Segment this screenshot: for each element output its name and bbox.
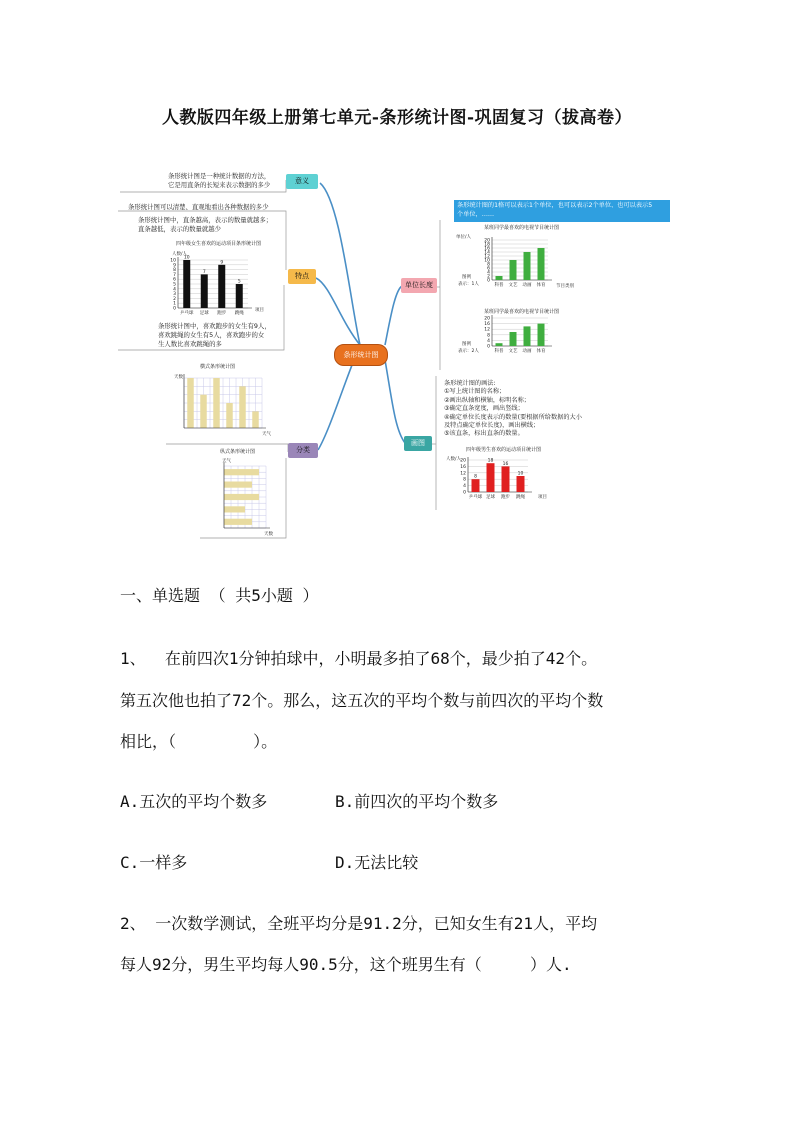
value-label: 5 xyxy=(237,279,241,285)
question-1-line-1: 1、 在前四次1分钟拍球中，小明最多拍了68个，最少拍了42个。 xyxy=(120,649,598,668)
chart-title: 某班同学最喜欢的电视节目统计图 xyxy=(484,309,560,315)
category-label: 跳绳 xyxy=(234,311,244,316)
branch-features-label: 特点 xyxy=(295,272,309,280)
y-tick-label: 7 xyxy=(173,272,176,278)
bar xyxy=(226,403,233,428)
bar xyxy=(524,326,531,346)
features-text-3-line: 条形统计图中，喜欢跑步的女生有9人， xyxy=(158,322,271,330)
features-text-3-line: 生人数比喜欢跳绳的多 xyxy=(158,340,222,348)
x-axis-label: 天数 xyxy=(264,532,273,537)
value-label: 10 xyxy=(183,255,190,261)
branch-meaning-label: 意义 xyxy=(295,177,309,185)
branch-meaning xyxy=(286,174,318,189)
y-tick-label: 6 xyxy=(173,277,176,283)
bar xyxy=(252,411,259,428)
meaning-line: 它是用直条的长短来表示数据的多少 xyxy=(168,181,271,189)
bar xyxy=(218,265,225,308)
category-label: 科普 xyxy=(494,283,504,288)
y-tick-label: 8 xyxy=(487,333,490,339)
bar xyxy=(538,248,545,280)
draw-text-line: ④确定单位长度表示的数量(要根据所给数据的大小 xyxy=(444,413,582,421)
bar xyxy=(510,260,517,280)
category-label: 乒乓球 xyxy=(468,495,483,500)
bar xyxy=(496,343,503,346)
y-tick-label: 16 xyxy=(460,464,466,470)
features-text-2 xyxy=(138,216,288,234)
category-label: 科普 xyxy=(494,349,504,354)
draw-text-line: ⑤该直条，标出直条的数量。 xyxy=(444,430,524,438)
legend-label: 图例 xyxy=(462,342,471,347)
y-axis-label: 天数 xyxy=(174,375,183,380)
bar xyxy=(224,519,252,525)
bar xyxy=(213,378,220,428)
y-tick-label: 8 xyxy=(463,477,466,483)
question-1-line-2: 第五次他也拍了72个。那么，这五次的平均个数与前四次的平均个数 xyxy=(120,691,604,710)
mindmap-connectors xyxy=(0,0,794,560)
classify-chart-vertical xyxy=(170,360,280,444)
branch-classify-label: 分类 xyxy=(296,446,310,454)
x-axis-label: 天气 xyxy=(262,432,271,437)
x-axis-label: 项目 xyxy=(255,308,264,313)
bar xyxy=(236,284,243,308)
chart-title: 某班同学最喜欢的电视节目统计图 xyxy=(484,225,560,231)
bar xyxy=(239,386,246,428)
bar xyxy=(224,469,259,475)
classify-chart-horizontal xyxy=(200,446,280,540)
option-d[interactable]: D.无法比较 xyxy=(335,853,419,872)
y-tick-label: 8 xyxy=(173,268,176,274)
y-tick-label: 0 xyxy=(463,490,466,496)
branch-classify xyxy=(288,443,318,458)
draw-text-line: ③确定直条宽度，画出竖线； xyxy=(444,405,524,413)
bar xyxy=(201,274,208,308)
branch-features xyxy=(288,269,316,284)
x-axis-label: 项目 xyxy=(538,495,547,500)
bar xyxy=(487,463,495,492)
bar xyxy=(472,479,480,492)
y-tick-label: 16 xyxy=(484,322,490,328)
meaning-line: 条形统计图是一种统计数据的方法， xyxy=(168,172,271,180)
y-tick-label: 4 xyxy=(487,270,490,276)
bar xyxy=(524,252,531,280)
value-label: 9 xyxy=(220,260,224,266)
y-tick-label: 4 xyxy=(463,484,466,490)
bar xyxy=(224,494,259,500)
branch-draw xyxy=(404,436,432,451)
y-tick-label: 12 xyxy=(484,327,490,333)
y-tick-label: 10 xyxy=(170,258,176,264)
x-axis-label: 节目类别 xyxy=(556,284,574,289)
unit-bar-chart-1 xyxy=(452,222,577,304)
y-axis-label: 人数/人 xyxy=(446,457,462,462)
y-axis-label: 单位/人 xyxy=(456,235,472,240)
y-tick-label: 14 xyxy=(484,250,490,256)
category-label: 文艺 xyxy=(508,283,518,288)
y-tick-label: 5 xyxy=(173,282,176,288)
y-tick-label: 0 xyxy=(487,278,490,284)
features-text-3 xyxy=(158,322,286,349)
value-label: 7 xyxy=(202,269,206,275)
y-tick-label: 0 xyxy=(487,344,490,350)
draw-text-line: 及特点确定单位长度)，画出横线； xyxy=(444,422,540,430)
category-label: 足球 xyxy=(199,311,209,316)
question-2-line-1: 2、 一次数学测试，全班平均分是91.2分，已知女生有21人，平均 xyxy=(120,914,598,933)
chart-title: 四年级男生喜欢的运动项目统计图 xyxy=(466,447,542,453)
y-tick-label: 20 xyxy=(484,238,490,244)
category-label: 足球 xyxy=(486,495,495,500)
chart-title: 纵式条形统计图 xyxy=(220,449,256,455)
option-c[interactable]: C.一样多 xyxy=(120,853,188,872)
branch-unit-label: 单位长度 xyxy=(405,281,433,289)
bar xyxy=(502,466,510,492)
y-tick-label: 10 xyxy=(484,258,490,264)
category-label: 跑步 xyxy=(501,495,510,500)
legend-label: 图例 xyxy=(462,275,471,280)
category-label: 动画 xyxy=(522,283,532,288)
y-tick-label: 16 xyxy=(484,246,490,252)
y-tick-label: 2 xyxy=(173,296,176,302)
center-label: 条形统计图 xyxy=(343,351,379,359)
y-axis-label: 天气 xyxy=(222,459,231,464)
value-label: 10 xyxy=(517,471,524,477)
meaning-text xyxy=(168,172,286,190)
features-text-2-line: 直条越低，表示的数量就越少 xyxy=(138,225,222,233)
y-tick-label: 12 xyxy=(460,471,466,477)
option-a[interactable]: A.五次的平均个数多 xyxy=(120,792,268,811)
option-b[interactable]: B.前四次的平均个数多 xyxy=(335,792,499,811)
value-label: 16 xyxy=(502,461,509,467)
draw-text-line: 条形统计图的画法: xyxy=(444,380,496,387)
section-heading: 一、单选题 （ 共5小题 ） xyxy=(120,586,319,605)
bar xyxy=(200,395,207,428)
features-bar-chart xyxy=(162,238,277,322)
legend-unit: 表示：2人 xyxy=(458,349,479,354)
page-title: 人教版四年级上册第七单元-条形统计图-巩固复习（拔高卷） xyxy=(161,108,633,128)
unit-text-box xyxy=(454,200,670,222)
draw-text xyxy=(444,380,604,439)
y-tick-label: 20 xyxy=(460,458,466,464)
y-tick-label: 2 xyxy=(487,274,490,280)
y-axis-label: 人数/人 xyxy=(172,252,188,257)
unit-text-line: 个单位，…… xyxy=(457,211,495,218)
bar xyxy=(538,324,545,346)
question-2-line-2: 每人92分，男生平均每人90.5分，这个班男生有（ ）人. xyxy=(120,955,572,974)
branch-unit xyxy=(401,278,437,293)
y-tick-label: 4 xyxy=(487,338,490,344)
features-text-3-line: 喜欢跳绳的女生有5人，喜欢跑步的女 xyxy=(158,331,265,339)
category-label: 体育 xyxy=(536,349,546,354)
y-tick-label: 18 xyxy=(484,242,490,248)
category-label: 乒乓球 xyxy=(180,311,194,316)
mindmap-center-node xyxy=(334,344,388,366)
y-tick-label: 8 xyxy=(487,262,490,268)
chart-title: 四年级女生喜欢的运动项目条形统计图 xyxy=(176,241,262,247)
y-tick-label: 4 xyxy=(173,287,176,293)
value-label: 8 xyxy=(474,474,477,480)
chart-title: 横式条形统计图 xyxy=(200,364,236,370)
bar xyxy=(517,476,525,492)
bar xyxy=(183,260,190,308)
unit-bar-chart-2 xyxy=(452,306,577,374)
y-tick-label: 1 xyxy=(173,301,176,307)
bar xyxy=(496,276,503,280)
y-tick-label: 12 xyxy=(484,254,490,260)
bar xyxy=(187,378,194,428)
question-1-line-3: 相比，（ ）。 xyxy=(120,732,278,751)
bar xyxy=(510,332,517,346)
category-label: 动画 xyxy=(522,349,532,354)
features-text-2-line: 条形统计图中，直条越高，表示的数量就越多； xyxy=(138,216,273,224)
features-text-1: 条形统计图可以清楚、直观地看出各种数据的多少 xyxy=(128,203,269,211)
category-label: 跳绳 xyxy=(516,495,525,500)
draw-bar-chart xyxy=(444,444,574,510)
category-label: 文艺 xyxy=(508,349,518,354)
y-tick-label: 0 xyxy=(173,306,176,312)
unit-text-line: 条形统计图的1格可以表示1个单位，也可以表示2个单位、也可以表示5 xyxy=(457,202,653,209)
value-label: 18 xyxy=(487,458,494,464)
draw-text-line: ②画出纵轴和横轴，标明名称； xyxy=(444,396,530,404)
category-label: 体育 xyxy=(536,283,546,288)
bar xyxy=(224,506,245,512)
draw-text-line: ①写上统计图的名称； xyxy=(444,388,506,396)
y-tick-label: 9 xyxy=(173,263,176,269)
branch-draw-label: 画图 xyxy=(411,439,425,447)
y-tick-label: 3 xyxy=(173,292,176,298)
y-tick-label: 6 xyxy=(487,266,490,272)
legend-unit: 表示：1人 xyxy=(458,282,479,287)
bar xyxy=(224,482,252,488)
y-tick-label: 20 xyxy=(484,316,490,322)
category-label: 跑步 xyxy=(217,311,227,316)
